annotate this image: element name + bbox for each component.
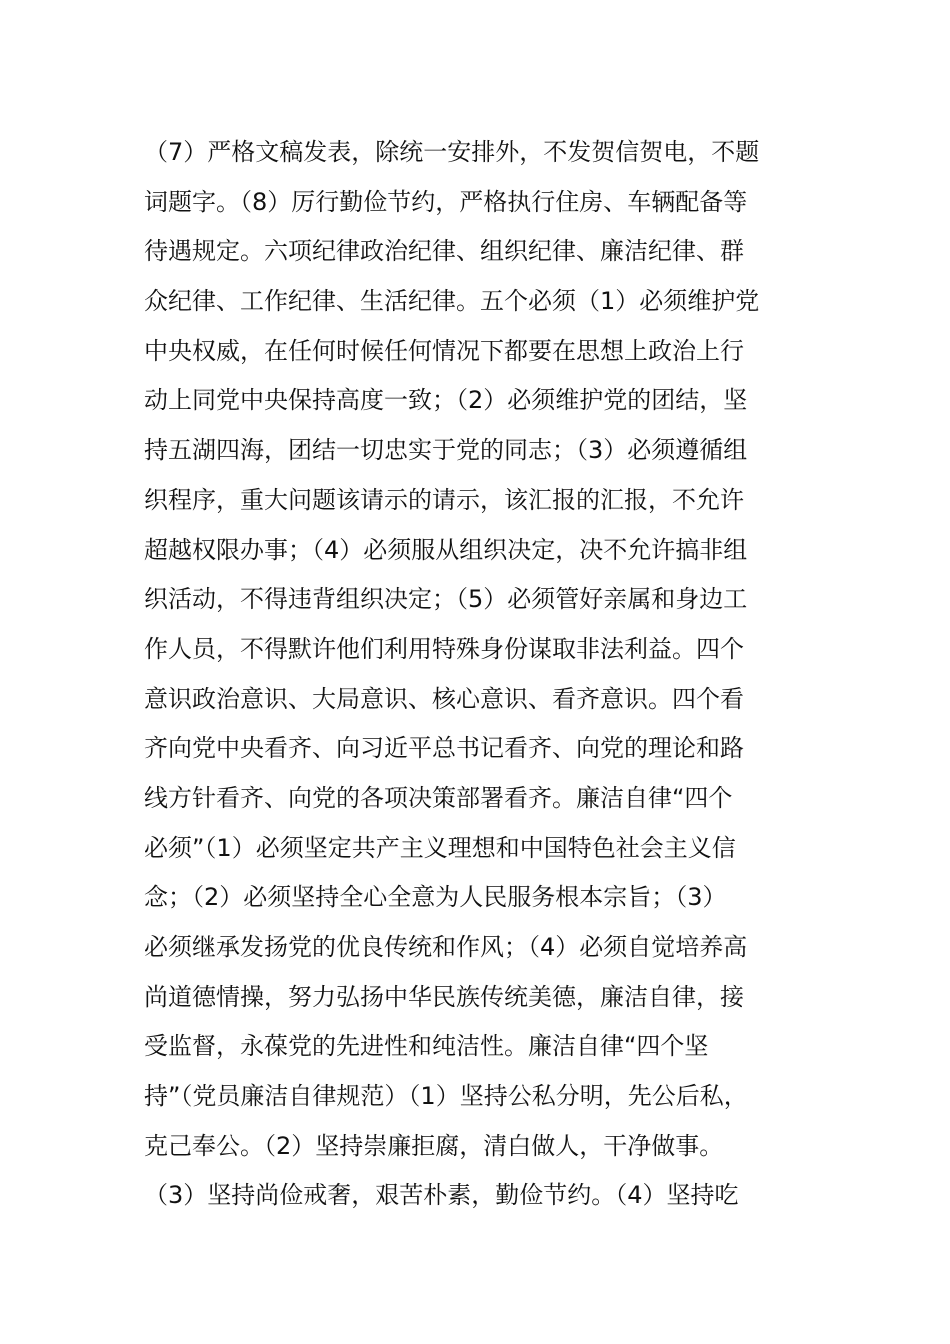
text-line: 织程序，重大问题该请示的请示，该汇报的汇报，不允许	[144, 485, 744, 514]
text-line: （7）严格文稿发表，除统一安排外，不发贺信贺电，不题	[144, 138, 760, 166]
text-line: 织活动，不得违背组织决定；（5）必须管好亲属和身边工	[144, 585, 748, 614]
text-line: 作人员，不得默许他们利用特殊身份谋取非法利益。四个	[144, 634, 744, 663]
text-line: 超越权限办事；（4）必须服从组织决定，决不允许搞非组	[144, 535, 748, 564]
text-line: 齐向党中央看齐、向习近平总书记看齐、向党的理论和路	[144, 734, 744, 763]
text-line: 必须”（1）必须坚定共产主义理想和中国特色社会主义信	[144, 833, 736, 862]
text-line: 中央权威，在任何时候任何情况下都要在思想上政治上行	[144, 336, 744, 365]
body-text	[144, 128, 844, 1221]
text-line: 词题字。（8）厉行勤俭节约，严格执行住房、车辆配备等	[144, 187, 748, 216]
text-line: 尚道德情操，努力弘扬中华民族传统美德，廉洁自律，接	[144, 982, 744, 1011]
text-line: 受监督，永葆党的先进性和纯洁性。廉洁自律“四个坚	[144, 1032, 709, 1061]
text-line: 动上同党中央保持高度一致；（2）必须维护党的团结，坚	[144, 386, 748, 415]
text-line: （3）坚持尚俭戒奢，艰苦朴素，勤俭节约。（4）坚持吃	[144, 1181, 739, 1210]
text-line: 意识政治意识、大局意识、核心意识、看齐意识。四个看	[144, 684, 744, 713]
text-line: 必须继承发扬党的优良传统和作风；（4）必须自觉培养高	[144, 933, 748, 961]
text-line: 线方针看齐、向党的各项决策部署看齐。廉洁自律“四个	[144, 783, 733, 812]
text-line: 克己奉公。（2）坚持崇廉拒腐，清白做人，干净做事。	[144, 1131, 724, 1160]
text-line: 众纪律、工作纪律、生活纪律。五个必须（1）必须维护党	[144, 287, 760, 316]
text-line: 持”（党员廉洁自律规范）（1）坚持公私分明，先公后私，	[144, 1082, 748, 1111]
text-line: 待遇规定。六项纪律政治纪律、组织纪律、廉洁纪律、群	[144, 237, 744, 266]
text-line: 持五湖四海，团结一切忠实于党的同志；（3）必须遵循组	[144, 436, 748, 465]
text-line: 念；（2）必须坚持全心全意为人民服务根本宗旨；（3）	[144, 883, 727, 912]
